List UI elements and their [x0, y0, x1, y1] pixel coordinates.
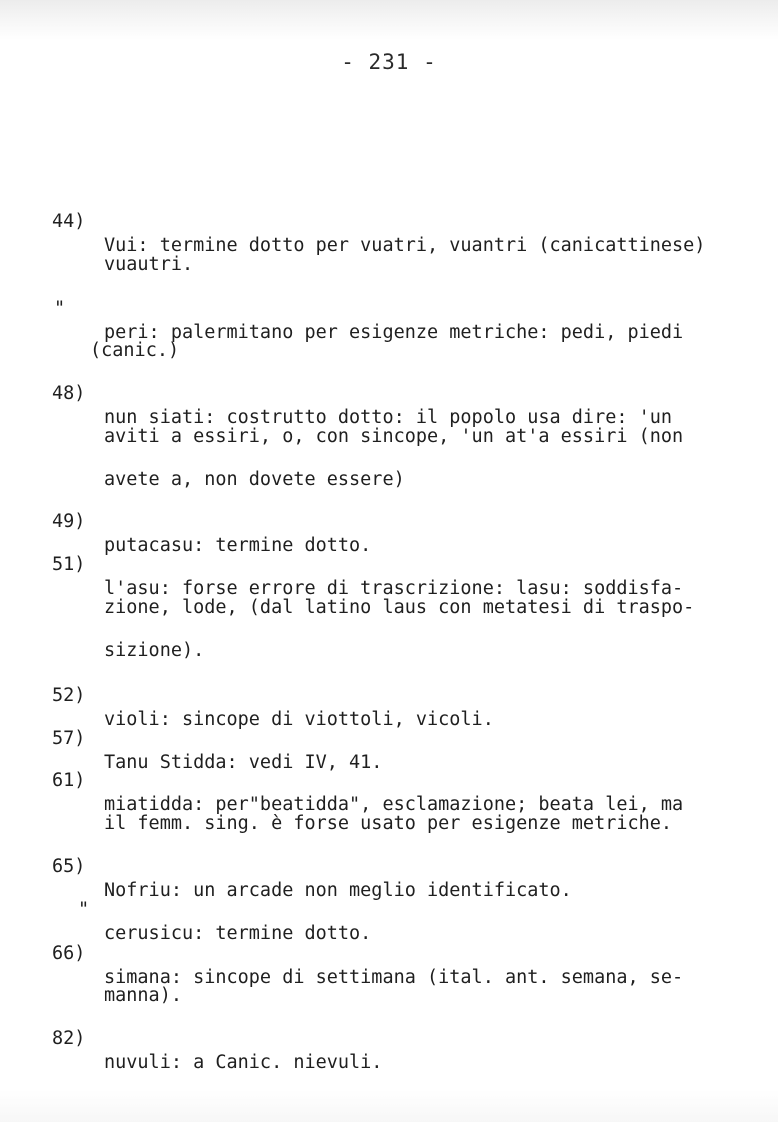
note-text: Vui: termine dotto per vuatri, vuantri (canicattinese) [104, 235, 706, 256]
note-text: l'asu: forse errore di trascrizione: lasu: soddisfa- [104, 578, 684, 599]
note-text: simana: sincope di settimana (ital. ant. semana, se- [104, 967, 684, 988]
note-line [0, 1003, 383, 1099]
note-number: 51) [52, 554, 86, 575]
note-text: putacasu: termine dotto. [104, 535, 372, 556]
note-text: nun siati: costrutto dotto: il popolo usa dire: 'un [104, 407, 673, 428]
note-text: cerusicu: termine dotto. [104, 923, 372, 944]
note-text: peri: palermitano per esigenze metriche: pedi, piedi [104, 322, 684, 343]
note-text: Tanu Stidda: vedi IV, 41. [104, 752, 383, 773]
note-text: vuautri. [104, 254, 194, 275]
note-text: violi: sincope di viottoli, vicoli. [104, 709, 494, 730]
page-number: - 231 - [341, 50, 437, 74]
note-number: 52) [52, 685, 86, 706]
note-text: miatidda: per"beatidda", esclamazione; beata lei, ma [104, 794, 684, 815]
note-number: 48) [52, 383, 86, 404]
note-number: 66) [52, 943, 86, 964]
note-text: nuvuli: a Canic. nievuli. [104, 1052, 383, 1073]
note-number: 44) [52, 211, 86, 232]
note-text: zione, lode, (dal latino laus con metatesi di traspo- [104, 597, 695, 618]
note-text: (canic.) [90, 340, 180, 361]
note-text: Nofriu: un arcade non meglio identificato. [104, 880, 572, 901]
note-text: manna). [104, 985, 182, 1006]
note-number: 65) [52, 856, 86, 877]
ditto-mark: " [54, 298, 66, 319]
note-text: avete a, non dovete essere) [104, 469, 405, 490]
note-number: 49) [52, 511, 86, 532]
note-number: 61) [52, 770, 86, 791]
note-text: il femm. sing. è forse usato per esigenze metriche. [104, 813, 673, 834]
ditto-mark: " [78, 899, 90, 920]
note-number: 57) [52, 728, 86, 749]
note-text: sizione). [104, 640, 205, 661]
note-text: aviti a essiri, o, con sincope, 'un at'a essiri (non [104, 426, 684, 447]
note-number: 82) [52, 1028, 86, 1049]
